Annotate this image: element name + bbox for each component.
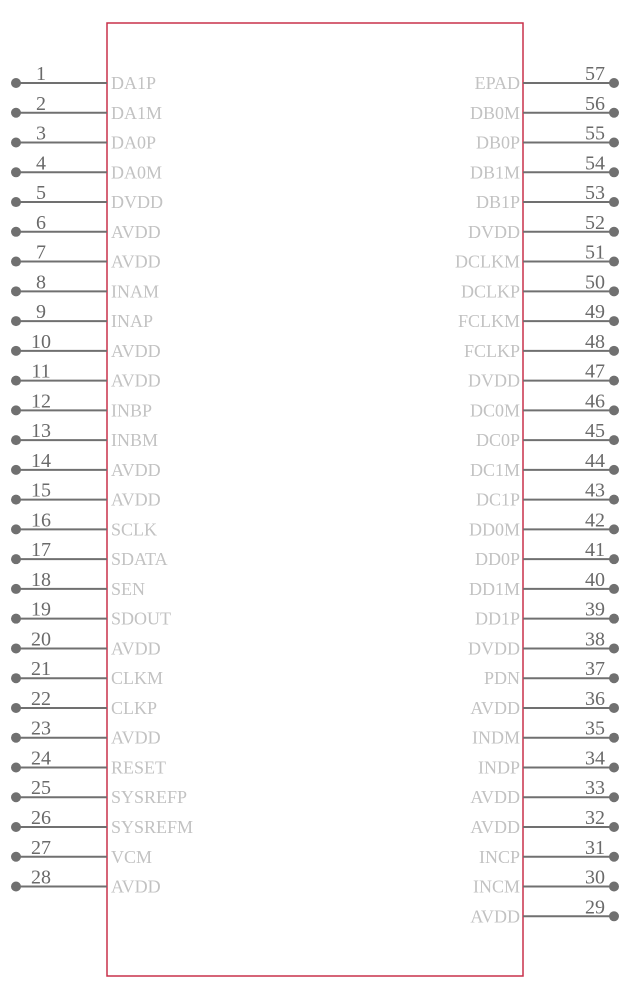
pin-name: INCP xyxy=(478,846,520,867)
pin-name: DD0M xyxy=(468,519,520,540)
pin-endpoint xyxy=(11,465,21,475)
pin-number: 54 xyxy=(585,152,605,175)
pin-name: DD1P xyxy=(474,608,520,629)
pin-endpoint xyxy=(11,733,21,743)
pin-number: 50 xyxy=(585,271,605,294)
pin-endpoint xyxy=(609,614,619,624)
pin-number: 6 xyxy=(36,211,46,234)
pin-name: AVDD xyxy=(111,370,161,391)
pin-endpoint xyxy=(609,733,619,743)
pin-number: 24 xyxy=(31,747,51,770)
pin-name: AVDD xyxy=(111,340,161,361)
pin-number: 21 xyxy=(31,658,51,681)
pin-name: CLKM xyxy=(111,668,164,689)
pin-name: DVDD xyxy=(468,638,520,659)
pin-endpoint xyxy=(11,376,21,386)
pin-name: FCLKP xyxy=(463,340,520,361)
pin-name: PDN xyxy=(483,668,520,689)
pin-endpoint xyxy=(609,762,619,772)
pin-name: DD1M xyxy=(468,578,520,599)
pin-number: 37 xyxy=(585,658,605,681)
pin-name: VCM xyxy=(111,846,153,867)
pin-name: SCLK xyxy=(111,519,158,540)
pin-number: 7 xyxy=(36,241,46,264)
pin-name: AVDD xyxy=(111,459,161,480)
pin-endpoint xyxy=(609,703,619,713)
pin-endpoint xyxy=(11,227,21,237)
pin-number: 52 xyxy=(585,211,605,234)
pin-name: DA0P xyxy=(111,132,157,153)
pin-name: DCLKP xyxy=(460,281,520,302)
pin-number: 3 xyxy=(36,122,46,145)
pin-number: 22 xyxy=(31,687,51,710)
pin-number: 31 xyxy=(585,836,605,859)
pin-name: EPAD xyxy=(474,73,520,93)
pin-number: 47 xyxy=(585,360,605,383)
pin-number: 38 xyxy=(585,628,605,651)
pin-endpoint xyxy=(609,673,619,683)
pin-name: INAM xyxy=(111,281,159,302)
pin-number: 16 xyxy=(31,509,51,532)
pin-endpoint xyxy=(11,584,21,594)
pin-name: CLKP xyxy=(111,697,158,718)
pin-endpoint xyxy=(609,405,619,415)
pin-endpoint xyxy=(11,882,21,892)
pin-number: 32 xyxy=(585,807,605,829)
pin-number: 25 xyxy=(31,777,51,800)
pin-name: INDP xyxy=(477,757,520,778)
pin-endpoint xyxy=(609,524,619,534)
pin-number: 2 xyxy=(36,92,46,115)
pin-endpoint xyxy=(11,435,21,445)
pin-number: 43 xyxy=(585,479,605,502)
pin-number: 57 xyxy=(585,63,605,85)
pin-number: 44 xyxy=(585,449,605,472)
pin-name: AVDD xyxy=(111,638,161,659)
pin-number: 9 xyxy=(36,301,46,324)
pin-number: 30 xyxy=(585,866,605,889)
pin-number: 42 xyxy=(585,509,605,532)
pin-endpoint xyxy=(11,822,21,832)
pin-endpoint xyxy=(609,465,619,475)
pin-name: SEN xyxy=(111,578,146,599)
pin-number: 5 xyxy=(36,182,46,205)
pin-number: 36 xyxy=(585,687,605,710)
pin-number: 23 xyxy=(31,717,51,740)
pin-number: 49 xyxy=(585,301,605,324)
pin-name: INCM xyxy=(472,876,520,897)
pin-number: 12 xyxy=(31,390,51,413)
pin-number: 26 xyxy=(31,807,51,829)
pin-name: AVDD xyxy=(470,906,520,927)
pin-endpoint xyxy=(11,792,21,802)
pin-number: 28 xyxy=(31,866,51,889)
pin-endpoint xyxy=(11,316,21,326)
pin-name: DC1P xyxy=(475,489,520,510)
pin-name: FCLKM xyxy=(457,311,520,332)
pin-endpoint xyxy=(609,852,619,862)
pin-name: DD0P xyxy=(474,549,520,570)
pin-endpoint xyxy=(609,882,619,892)
pin-name: AVDD xyxy=(111,727,161,748)
pin-endpoint xyxy=(11,197,21,207)
pin-number: 33 xyxy=(585,777,605,800)
pin-number: 20 xyxy=(31,628,51,651)
pin-number: 53 xyxy=(585,182,605,205)
pin-name: DC1M xyxy=(469,459,520,480)
pin-endpoint xyxy=(11,108,21,118)
pin-number: 19 xyxy=(31,598,51,621)
pin-name: DC0P xyxy=(475,430,520,451)
pin-endpoint xyxy=(609,167,619,177)
pin-name: AVDD xyxy=(470,697,520,718)
pin-name: DVDD xyxy=(468,370,520,391)
pin-name: DVDD xyxy=(468,221,520,242)
pin-endpoint xyxy=(11,257,21,267)
pin-endpoint xyxy=(11,167,21,177)
pin-number: 55 xyxy=(585,122,605,145)
pin-name: RESET xyxy=(111,757,167,778)
pin-number: 41 xyxy=(585,539,605,562)
pin-name: DCLKM xyxy=(454,251,520,272)
pin-number: 4 xyxy=(36,152,46,175)
pin-endpoint xyxy=(11,673,21,683)
pin-endpoint xyxy=(11,495,21,505)
pin-endpoint xyxy=(11,78,21,88)
pin-endpoint xyxy=(609,643,619,653)
pin-name: SYSREFP xyxy=(111,787,188,808)
pin-number: 46 xyxy=(585,390,605,413)
pin-name: DA1P xyxy=(111,73,157,93)
pin-name: INBM xyxy=(111,430,159,451)
pin-endpoint xyxy=(11,614,21,624)
pin-number: 18 xyxy=(31,568,51,591)
pin-name: DB1P xyxy=(475,192,520,213)
pin-endpoint xyxy=(609,346,619,356)
pin-name: DVDD xyxy=(111,192,163,213)
pin-endpoint xyxy=(11,554,21,564)
pin-name: SYSREFM xyxy=(111,817,194,837)
pin-endpoint xyxy=(609,911,619,921)
pin-number: 35 xyxy=(585,717,605,740)
pin-number: 14 xyxy=(31,449,51,472)
pin-endpoint xyxy=(609,435,619,445)
pin-endpoint xyxy=(609,78,619,88)
pin-name: AVDD xyxy=(470,787,520,808)
pin-number: 34 xyxy=(585,747,605,770)
right-pin-column xyxy=(455,63,619,926)
pin-endpoint xyxy=(609,584,619,594)
pin-number: 29 xyxy=(585,896,605,919)
pin-endpoint xyxy=(11,852,21,862)
pin-endpoint xyxy=(609,197,619,207)
pin-number: 1 xyxy=(36,63,46,85)
pin-number: 8 xyxy=(36,271,46,294)
pin-endpoint xyxy=(609,316,619,326)
pin-name: DB1M xyxy=(469,162,520,183)
pin-endpoint xyxy=(11,643,21,653)
pin-endpoint xyxy=(609,227,619,237)
pin-endpoint xyxy=(11,405,21,415)
pin-endpoint xyxy=(11,762,21,772)
pin-endpoint xyxy=(609,554,619,564)
pin-name: INBP xyxy=(111,400,153,421)
pin-name: AVDD xyxy=(111,876,161,897)
pin-number: 17 xyxy=(31,539,51,562)
pin-name: DA0M xyxy=(111,162,163,183)
pin-endpoint xyxy=(11,703,21,713)
pin-number: 56 xyxy=(585,92,605,115)
pin-name: AVDD xyxy=(470,817,520,837)
pin-number: 39 xyxy=(585,598,605,621)
pin-name: SDOUT xyxy=(111,608,172,629)
pin-name: DB0P xyxy=(475,132,520,153)
pin-endpoint xyxy=(11,524,21,534)
pin-endpoint xyxy=(609,822,619,832)
pin-number: 48 xyxy=(585,330,605,353)
pin-number: 11 xyxy=(31,360,51,383)
pin-name: SDATA xyxy=(111,549,168,570)
pin-endpoint xyxy=(609,792,619,802)
pin-endpoint xyxy=(609,257,619,267)
pin-number: 45 xyxy=(585,420,605,443)
pin-number: 27 xyxy=(31,836,51,859)
pin-endpoint xyxy=(609,376,619,386)
pin-number: 40 xyxy=(585,568,605,591)
pin-endpoint xyxy=(11,138,21,148)
pin-number: 51 xyxy=(585,241,605,264)
pin-number: 10 xyxy=(31,330,51,353)
pin-name: DA1M xyxy=(111,102,163,123)
pin-number: 15 xyxy=(31,479,51,502)
pin-endpoint xyxy=(609,138,619,148)
pin-endpoint xyxy=(609,286,619,296)
pin-endpoint xyxy=(609,108,619,118)
pin-name: DB0M xyxy=(469,102,520,123)
pin-endpoint xyxy=(11,286,21,296)
pin-name: AVDD xyxy=(111,251,161,272)
pin-name: INAP xyxy=(111,311,154,332)
pin-name: INDM xyxy=(472,727,520,748)
pin-endpoint xyxy=(609,495,619,505)
pin-name: DC0M xyxy=(469,400,520,421)
pin-name: AVDD xyxy=(111,489,161,510)
pin-name: AVDD xyxy=(111,221,161,242)
pin-number: 13 xyxy=(31,420,51,443)
pin-endpoint xyxy=(11,346,21,356)
